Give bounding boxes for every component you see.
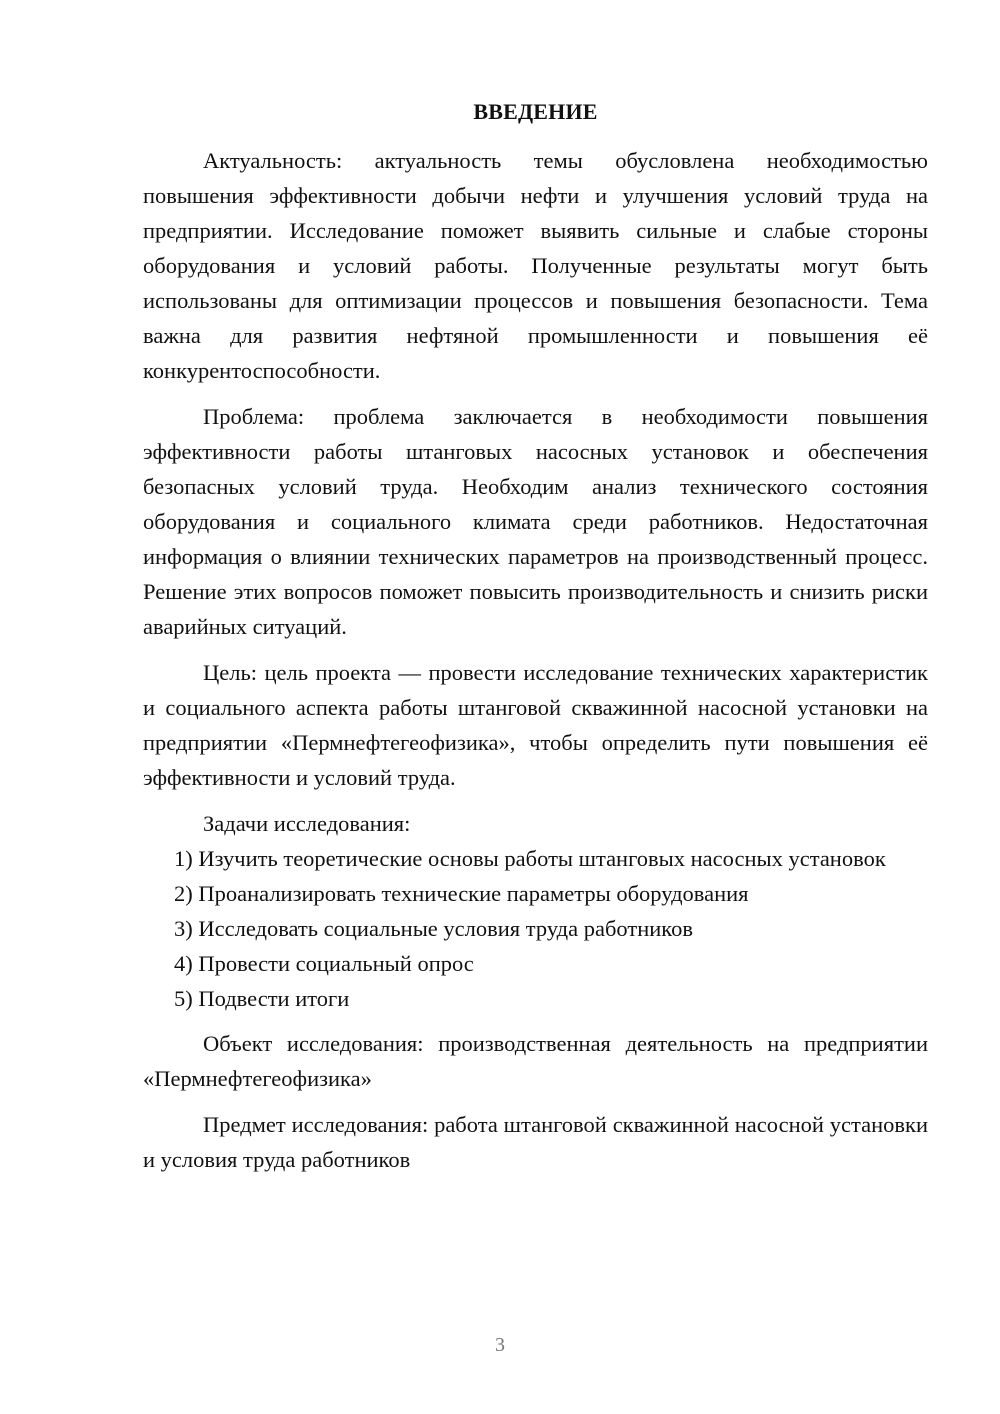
page-number: 3 [495,1334,505,1356]
object-paragraph: Объект исследования: производственная деятельность на предприятии «Пермнефтегеофизика» [143,1031,928,1091]
goal-paragraph: Цель: цель проекта — провести исследование технических характеристик и социального аспекта работы штанговой скважинной насосной установки на предприятии «Пермнефтегеофизика», чтобы определить пути повышения её эффективности и условий труда. [143,660,928,790]
tasks-heading: Задачи исследования: [203,811,411,836]
task-item-5: 5) Подвести итоги [174,986,350,1011]
page-title: ВВЕДЕНИЕ [473,99,598,124]
task-item-1: 1) Изучить теоретические основы работы штанговых насосных установок [174,846,886,871]
subject-paragraph: Предмет исследования: работа штанговой скважинной насосной установки и условия труда работников [143,1112,928,1172]
problem-paragraph: Проблема: проблема заключается в необходимости повышения эффективности работы штанговых насосных установок и обеспечения безопасных условий труда. Необходим анализ технического состояния оборудования и социального климата среди работников. Недостаточная информация о влиянии технических параметров на производственный процесс. Решение этих вопросов поможет повысить производительность и снизить риски аварийных ситуаций. [143,404,928,639]
tasks-list [143,841,928,1016]
task-item-3: 3) Исследовать социальные условия труда работников [174,916,693,941]
task-item-4: 4) Провести социальный опрос [174,951,474,976]
document-body [143,143,928,1177]
relevance-paragraph: Актуальность: актуальность темы обусловлена необходимостью повышения эффективности добычи нефти и улучшения условий труда на предприятии. Исследование поможет выявить сильные и слабые стороны оборудования и условий работы. Полученные результаты могут быть использованы для оптимизации процессов и повышения безопасности. Тема важна для развития нефтяной промышленности и повышения её конкурентоспособности. [143,148,928,383]
task-item-2: 2) Проанализировать технические параметры оборудования [174,881,749,906]
